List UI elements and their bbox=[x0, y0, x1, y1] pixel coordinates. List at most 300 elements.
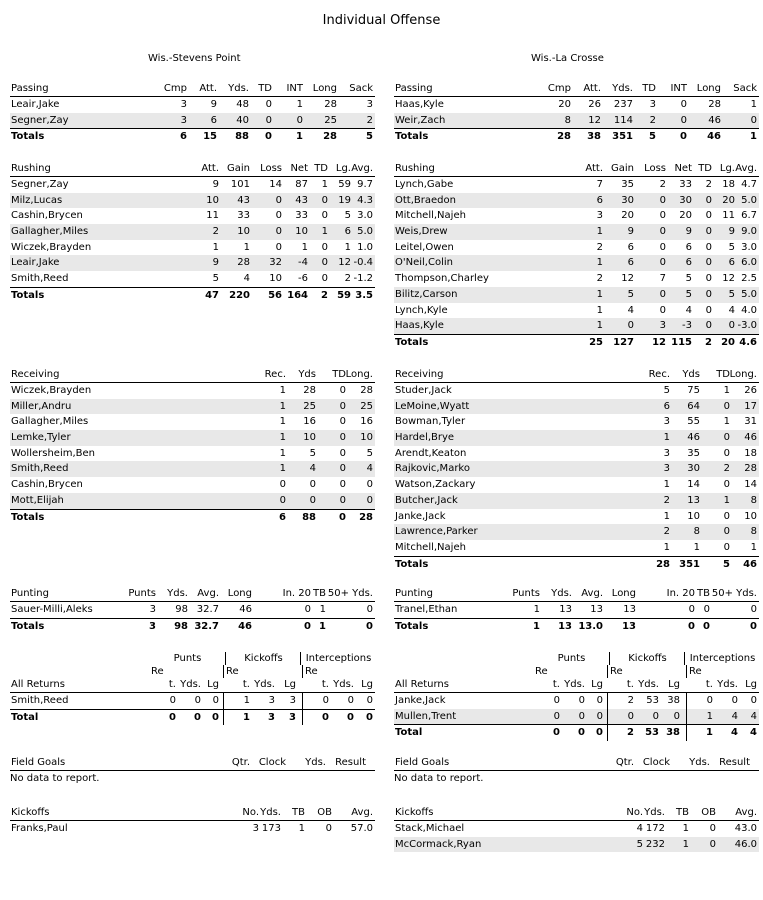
receiving-total-cell: Totals bbox=[395, 558, 429, 570]
kickoffs-cell: 3 bbox=[252, 823, 259, 834]
table-row bbox=[394, 255, 759, 271]
passing-cell: 8 bbox=[564, 114, 571, 126]
kickoffs-cell: 1 bbox=[682, 823, 689, 834]
receiving-total-cell: Totals bbox=[11, 511, 45, 523]
table-row bbox=[10, 477, 375, 493]
rushing-header-cell: Net bbox=[290, 163, 308, 174]
returns-group-label: Kickoffs bbox=[609, 652, 685, 665]
receiving-cell: 18 bbox=[744, 447, 757, 459]
table-row bbox=[394, 540, 759, 556]
punting-cell: Sauer-Milli,Aleks bbox=[11, 604, 93, 615]
kickoffs-cell: 0 bbox=[709, 823, 716, 834]
rushing-cell: -4 bbox=[298, 257, 308, 269]
receiving-cell: 10 bbox=[687, 510, 700, 522]
table-row bbox=[394, 477, 759, 493]
rushing-cell: 0 bbox=[627, 320, 634, 332]
column-divider bbox=[686, 725, 687, 741]
table-row bbox=[10, 271, 375, 287]
passing-header-cell: Passing bbox=[11, 83, 49, 94]
receiving-cell: Studer,Jack bbox=[395, 385, 452, 396]
table-row bbox=[394, 224, 759, 240]
rushing-cell: 6.0 bbox=[741, 257, 757, 269]
passing-header-cell: Long bbox=[312, 83, 337, 94]
returns-cell: 0 bbox=[731, 695, 738, 706]
punting-header-cell: Punts bbox=[128, 588, 156, 599]
table-row bbox=[10, 414, 375, 430]
rushing-cell: Mitchell,Najeh bbox=[395, 210, 466, 222]
passing-cell: Segner,Zay bbox=[11, 114, 69, 126]
passing-total-cell: 0 bbox=[680, 131, 687, 143]
receiving-cell: Arendt,Keaton bbox=[395, 447, 467, 459]
receiving-cell: 31 bbox=[744, 416, 757, 428]
fieldgoals-header-cell: Clock bbox=[258, 757, 286, 768]
receiving-cell: Janke,Jack bbox=[395, 510, 446, 522]
punting-cell: 3 bbox=[149, 604, 156, 615]
table-row bbox=[10, 693, 375, 709]
table-row bbox=[10, 602, 375, 618]
returns-header-cell: t. bbox=[705, 679, 713, 690]
receiving-cell: 5 bbox=[366, 447, 373, 459]
returns-group-header bbox=[10, 652, 375, 665]
punting-cell: 13 bbox=[590, 604, 603, 615]
rushing-cell: 0 bbox=[275, 226, 282, 238]
passing-total-cell: 0 bbox=[265, 131, 272, 143]
rushing-cell: Leair,Jake bbox=[11, 257, 60, 269]
table-row bbox=[10, 821, 375, 837]
rushing-cell: 4 bbox=[243, 273, 250, 285]
rushing-cell: 5 bbox=[728, 288, 735, 300]
passing-header-cell: Sack bbox=[733, 83, 757, 94]
rushing-cell: 0 bbox=[659, 304, 666, 316]
rushing-cell: 5.0 bbox=[741, 194, 757, 206]
passing-header-row bbox=[394, 82, 759, 97]
passing-header-cell: Yds. bbox=[228, 83, 249, 94]
table-row bbox=[394, 193, 759, 209]
receiving-cell: 1 bbox=[279, 432, 286, 444]
rushing-header-cell: Gain bbox=[611, 163, 634, 174]
rushing-total-cell: 47 bbox=[205, 289, 219, 301]
kickoffs-cell: 4 bbox=[636, 823, 643, 834]
punting-total-cell: 13.0 bbox=[578, 620, 603, 632]
receiving-cell: 1 bbox=[723, 416, 730, 428]
rushing-total-cell: 2 bbox=[321, 289, 328, 301]
passing-cell: Weir,Zach bbox=[395, 114, 446, 126]
punting-total-cell: 13 bbox=[558, 620, 572, 632]
kickoffs-header-cell: Yds. bbox=[260, 807, 281, 818]
fieldgoals-header-cell: Qtr. bbox=[615, 757, 634, 768]
receiving-total-cell: 0 bbox=[339, 511, 346, 523]
kickoffs-header-cell: No. bbox=[626, 807, 643, 818]
returns-cell: 3 bbox=[268, 695, 275, 706]
receiving-cell: 64 bbox=[687, 400, 700, 412]
kickoffs-cell: 232 bbox=[645, 838, 665, 850]
rushing-cell: Lynch,Gabe bbox=[395, 179, 454, 190]
passing-cell: 9 bbox=[210, 99, 217, 110]
table-row bbox=[394, 709, 759, 725]
table-row bbox=[394, 414, 759, 430]
rushing-cell: 0 bbox=[705, 210, 712, 222]
receiving-cell: Mott,Elijah bbox=[11, 494, 64, 506]
fieldgoals-header-cell: Clock bbox=[642, 757, 670, 768]
kickoffs-cell: 43.0 bbox=[734, 823, 757, 834]
punting-total-cell: 0 bbox=[750, 620, 757, 632]
receiving-cell: 8 bbox=[693, 526, 700, 538]
returns-sub-header bbox=[394, 665, 759, 678]
receiving-cell: 10 bbox=[303, 432, 316, 444]
receiving-cell: 0 bbox=[723, 432, 730, 444]
passing-total-cell: 88 bbox=[235, 131, 249, 143]
rushing-cell: 10 bbox=[237, 226, 250, 238]
returns-total-cell: 2 bbox=[627, 727, 634, 739]
returns-cell: 0 bbox=[553, 695, 560, 706]
rushing-cell: Wiczek,Brayden bbox=[11, 241, 92, 253]
rushing-cell: 1 bbox=[596, 288, 603, 300]
rushing-cell: 4 bbox=[728, 304, 735, 316]
rushing-cell: 6 bbox=[685, 241, 692, 253]
punting-header-row bbox=[10, 587, 375, 602]
returns-sub-label: Re bbox=[151, 666, 164, 677]
receiving-cell: 0 bbox=[309, 479, 316, 491]
totals-row bbox=[394, 128, 759, 145]
kickoffs-table bbox=[10, 806, 375, 837]
receiving-cell: 28 bbox=[303, 385, 316, 396]
receiving-cell: 16 bbox=[303, 416, 316, 428]
table-row bbox=[394, 430, 759, 446]
returns-table bbox=[394, 652, 759, 741]
receiving-cell: 28 bbox=[360, 385, 373, 396]
receiving-cell: 1 bbox=[279, 400, 286, 412]
returns-cell: Smith,Reed bbox=[11, 695, 69, 706]
receiving-cell: 0 bbox=[279, 479, 286, 491]
kickoffs-cell: McCormack,Ryan bbox=[395, 838, 482, 850]
rushing-cell: O'Neil,Colin bbox=[395, 257, 453, 269]
returns-cell: Mullen,Trent bbox=[395, 710, 457, 722]
passing-cell: 20 bbox=[558, 99, 571, 110]
punting-total-cell: 1 bbox=[319, 620, 326, 632]
rushing-header-cell: Lg. bbox=[719, 163, 735, 174]
returns-header-cell: t. bbox=[168, 679, 176, 690]
table-row bbox=[394, 602, 759, 618]
receiving-cell: Butcher,Jack bbox=[395, 494, 458, 506]
rushing-header-cell: TD bbox=[314, 163, 328, 174]
fieldgoals-header-cell: Yds. bbox=[689, 757, 710, 768]
rushing-cell: 9 bbox=[212, 257, 219, 269]
rushing-total-cell: Totals bbox=[11, 289, 45, 301]
punting-total-cell: 46 bbox=[238, 620, 252, 632]
passing-cell: 26 bbox=[588, 99, 601, 110]
returns-table bbox=[10, 652, 375, 725]
receiving-cell: 0 bbox=[339, 494, 346, 506]
rushing-cell: -3.0 bbox=[737, 320, 757, 332]
passing-cell: Haas,Kyle bbox=[395, 99, 444, 110]
receiving-cell: 17 bbox=[744, 400, 757, 412]
receiving-cell: 2 bbox=[663, 494, 670, 506]
returns-total-cell: 53 bbox=[645, 727, 659, 739]
kickoffs-table bbox=[394, 806, 759, 852]
rushing-total-cell: 2 bbox=[705, 336, 712, 348]
rushing-cell: 0 bbox=[705, 226, 712, 238]
receiving-cell: Rajkovic,Marko bbox=[395, 463, 470, 475]
rushing-cell: 0 bbox=[705, 257, 712, 269]
rushing-cell: 10 bbox=[206, 194, 219, 206]
returns-cell: 0 bbox=[347, 695, 354, 706]
rushing-cell: 12 bbox=[338, 257, 351, 269]
returns-sub-label: Re bbox=[535, 666, 548, 677]
receiving-cell: 4 bbox=[366, 463, 373, 475]
passing-cell: 6 bbox=[210, 114, 217, 126]
kickoffs-cell: 1 bbox=[682, 838, 689, 850]
receiving-cell: 0 bbox=[723, 526, 730, 538]
rushing-cell: 1 bbox=[596, 226, 603, 238]
rushing-cell: 0 bbox=[275, 194, 282, 206]
punting-cell: 98 bbox=[175, 604, 188, 615]
rushing-cell: Lynch,Kyle bbox=[395, 304, 448, 316]
passing-total-cell: 1 bbox=[750, 131, 757, 143]
rushing-header-cell: Rushing bbox=[11, 163, 51, 174]
rushing-cell: 101 bbox=[230, 179, 250, 190]
passing-header-cell: TD bbox=[642, 83, 656, 94]
rushing-cell: Bilitz,Carson bbox=[395, 288, 458, 300]
fieldgoals-header-cell: Yds. bbox=[305, 757, 326, 768]
rushing-cell: 0 bbox=[728, 320, 735, 332]
table-row bbox=[10, 224, 375, 240]
no-data-message: No data to report. bbox=[394, 773, 484, 784]
punting-cell: 46 bbox=[239, 604, 252, 615]
punting-total-cell: 98 bbox=[174, 620, 188, 632]
returns-cell: 2 bbox=[627, 695, 634, 706]
returns-cell: 0 bbox=[578, 710, 585, 722]
rushing-cell: 0 bbox=[321, 257, 328, 269]
table-row bbox=[394, 177, 759, 193]
returns-total-cell: 4 bbox=[750, 727, 757, 739]
receiving-cell: 1 bbox=[723, 494, 730, 506]
passing-total-cell: 28 bbox=[323, 131, 337, 143]
receiving-cell: LeMoine,Wyatt bbox=[395, 400, 470, 412]
receiving-cell: Hardel,Brye bbox=[395, 432, 455, 444]
passing-total-cell: 1 bbox=[296, 131, 303, 143]
rushing-table bbox=[10, 162, 375, 304]
returns-total-cell: 4 bbox=[731, 727, 738, 739]
rushing-cell: 35 bbox=[621, 179, 634, 190]
rushing-cell: Gallagher,Miles bbox=[11, 226, 89, 238]
rushing-cell: -0.4 bbox=[353, 257, 373, 269]
rushing-cell: 0 bbox=[705, 273, 712, 285]
returns-header-cell: Lg bbox=[668, 679, 680, 690]
punting-header-cell: Punting bbox=[11, 588, 49, 599]
kickoffs-header-cell: OB bbox=[701, 807, 716, 818]
passing-cell: 0 bbox=[750, 114, 757, 126]
table-row bbox=[10, 399, 375, 415]
punting-header-cell: Yds. bbox=[167, 588, 188, 599]
returns-header-cell: All Returns bbox=[11, 679, 65, 690]
fieldgoals-header-cell: Field Goals bbox=[11, 757, 66, 768]
returns-cell: 0 bbox=[627, 710, 634, 722]
receiving-total-cell: 88 bbox=[302, 511, 316, 523]
passing-header-cell: TD bbox=[258, 83, 272, 94]
receiving-total-cell: 28 bbox=[359, 511, 373, 523]
rushing-cell: 59 bbox=[338, 179, 351, 190]
rushing-cell: 9 bbox=[212, 179, 219, 190]
returns-cell: 0 bbox=[169, 695, 176, 706]
punting-cell: Tranel,Ethan bbox=[395, 604, 458, 615]
rushing-cell: 20 bbox=[621, 210, 634, 222]
rushing-total-cell: 59 bbox=[337, 289, 351, 301]
table-row bbox=[394, 383, 759, 399]
passing-cell: 3 bbox=[366, 99, 373, 110]
returns-header-cell: Yds. bbox=[717, 679, 738, 690]
punting-header-cell: 50+ Yds. bbox=[711, 588, 757, 599]
passing-cell: 2 bbox=[366, 114, 373, 126]
rushing-cell: 5 bbox=[212, 273, 219, 285]
column-divider bbox=[686, 709, 687, 725]
receiving-header-row bbox=[10, 368, 375, 383]
receiving-cell: Miller,Andru bbox=[11, 400, 72, 412]
punting-cell: 0 bbox=[688, 604, 695, 615]
rushing-cell: 87 bbox=[295, 179, 308, 190]
returns-cell: 0 bbox=[194, 695, 201, 706]
receiving-cell: 1 bbox=[663, 541, 670, 553]
receiving-cell: 0 bbox=[339, 385, 346, 396]
passing-cell: Leair,Jake bbox=[11, 99, 60, 110]
returns-header-cell: All Returns bbox=[395, 679, 449, 690]
rushing-cell: Weis,Drew bbox=[395, 226, 448, 238]
punting-cell: 0 bbox=[304, 604, 311, 615]
totals-row bbox=[10, 509, 375, 526]
rushing-total-cell: 4.6 bbox=[739, 336, 757, 348]
punting-header-cell: In. 20 bbox=[666, 588, 695, 599]
rushing-header-cell: Rushing bbox=[395, 163, 435, 174]
returns-group-label: Punts bbox=[173, 653, 202, 664]
fieldgoals-header-cell: Qtr. bbox=[231, 757, 250, 768]
rushing-cell: 19 bbox=[338, 194, 351, 206]
rushing-cell: 4 bbox=[685, 304, 692, 316]
rushing-cell: 1 bbox=[596, 257, 603, 269]
punting-table bbox=[394, 587, 759, 634]
fieldgoals-header-cell: Result bbox=[335, 757, 366, 768]
receiving-total-cell: 5 bbox=[723, 558, 730, 570]
receiving-cell: 8 bbox=[750, 526, 757, 538]
returns-cell: 38 bbox=[667, 695, 680, 706]
rushing-cell: 0 bbox=[705, 194, 712, 206]
returns-total-cell: 0 bbox=[578, 727, 585, 739]
rushing-cell: 4.3 bbox=[357, 194, 373, 206]
rushing-cell: 9.0 bbox=[741, 226, 757, 238]
totals-row bbox=[10, 618, 375, 635]
punting-header-cell: TB bbox=[313, 588, 326, 599]
receiving-cell: Lemke,Tyler bbox=[11, 432, 71, 444]
receiving-cell: Cashin,Brycen bbox=[11, 479, 83, 491]
rushing-cell: 1.0 bbox=[357, 241, 373, 253]
passing-header-cell: Passing bbox=[395, 83, 433, 94]
kickoffs-header-row bbox=[10, 806, 375, 821]
rushing-cell: 9.7 bbox=[357, 179, 373, 190]
rushing-header-row bbox=[394, 162, 759, 177]
table-row bbox=[10, 446, 375, 462]
rushing-cell: 30 bbox=[621, 194, 634, 206]
table-row bbox=[10, 177, 375, 193]
rushing-cell: 2 bbox=[212, 226, 219, 238]
kickoffs-header-cell: TB bbox=[292, 807, 305, 818]
punting-header-cell: Avg. bbox=[581, 588, 603, 599]
rushing-cell: Smith,Reed bbox=[11, 273, 69, 285]
passing-total-cell: 15 bbox=[203, 131, 217, 143]
rushing-cell: 6 bbox=[344, 226, 351, 238]
returns-header-cell: Yds. bbox=[254, 679, 275, 690]
passing-table bbox=[10, 82, 375, 145]
rushing-total-cell: 127 bbox=[613, 336, 634, 348]
table-row bbox=[394, 821, 759, 837]
returns-header-cell: t. bbox=[242, 679, 250, 690]
passing-cell: 3 bbox=[180, 99, 187, 110]
passing-cell: 0 bbox=[296, 114, 303, 126]
returns-total-cell: 1 bbox=[706, 727, 713, 739]
rushing-cell: 1 bbox=[212, 241, 219, 253]
rushing-cell: 0 bbox=[659, 241, 666, 253]
returns-header-cell: t. bbox=[626, 679, 634, 690]
column-divider bbox=[607, 709, 608, 725]
rushing-total-cell: 3.5 bbox=[355, 289, 373, 301]
receiving-cell: 35 bbox=[687, 447, 700, 459]
rushing-cell: 30 bbox=[679, 194, 692, 206]
punting-cell: 13 bbox=[559, 604, 572, 615]
rushing-cell: 9 bbox=[728, 226, 735, 238]
rushing-cell: 5 bbox=[685, 273, 692, 285]
receiving-header-cell: Receiving bbox=[11, 369, 60, 380]
receiving-total-cell: 28 bbox=[656, 558, 670, 570]
rushing-header-cell: Loss bbox=[644, 163, 666, 174]
receiving-cell: Wollersheim,Ben bbox=[11, 447, 95, 459]
column-divider bbox=[302, 693, 303, 709]
rushing-cell: 10 bbox=[295, 226, 308, 238]
rushing-cell: 4.0 bbox=[741, 304, 757, 316]
kickoffs-cell: 0 bbox=[325, 823, 332, 834]
receiving-cell: Mitchell,Najeh bbox=[395, 541, 466, 553]
table-row bbox=[10, 461, 375, 477]
returns-group-label: Interceptions bbox=[300, 652, 376, 665]
passing-cell: 25 bbox=[324, 114, 337, 126]
receiving-cell: 14 bbox=[687, 479, 700, 491]
passing-cell: 0 bbox=[680, 99, 687, 110]
receiving-cell: 0 bbox=[339, 432, 346, 444]
receiving-cell: Wiczek,Brayden bbox=[11, 385, 92, 396]
rushing-cell: 1 bbox=[321, 226, 328, 238]
receiving-cell: Smith,Reed bbox=[11, 463, 69, 475]
receiving-cell: 5 bbox=[309, 447, 316, 459]
receiving-cell: 2 bbox=[723, 463, 730, 475]
rushing-cell: 10 bbox=[269, 273, 282, 285]
receiving-cell: 30 bbox=[687, 463, 700, 475]
rushing-total-cell: 115 bbox=[671, 336, 692, 348]
returns-group-header bbox=[394, 652, 759, 665]
passing-total-cell: Totals bbox=[11, 131, 45, 143]
table-row bbox=[10, 493, 375, 509]
returns-group-label: Kickoffs bbox=[225, 652, 301, 665]
kickoffs-cell: 0 bbox=[709, 838, 716, 850]
rushing-header-cell: Att. bbox=[201, 163, 219, 174]
rushing-cell: 11 bbox=[206, 210, 219, 222]
rushing-cell: 0 bbox=[659, 210, 666, 222]
table-row bbox=[394, 837, 759, 853]
receiving-header-row bbox=[394, 368, 759, 383]
returns-header-cell: t. bbox=[552, 679, 560, 690]
returns-total-cell: 3 bbox=[268, 711, 275, 723]
punting-header-cell: Long bbox=[227, 588, 252, 599]
returns-total-cell: 0 bbox=[553, 727, 560, 739]
rushing-header-cell: Gain bbox=[227, 163, 250, 174]
receiving-cell: 46 bbox=[687, 432, 700, 444]
returns-cell: 3 bbox=[289, 695, 296, 706]
kickoffs-header-cell: OB bbox=[317, 807, 332, 818]
